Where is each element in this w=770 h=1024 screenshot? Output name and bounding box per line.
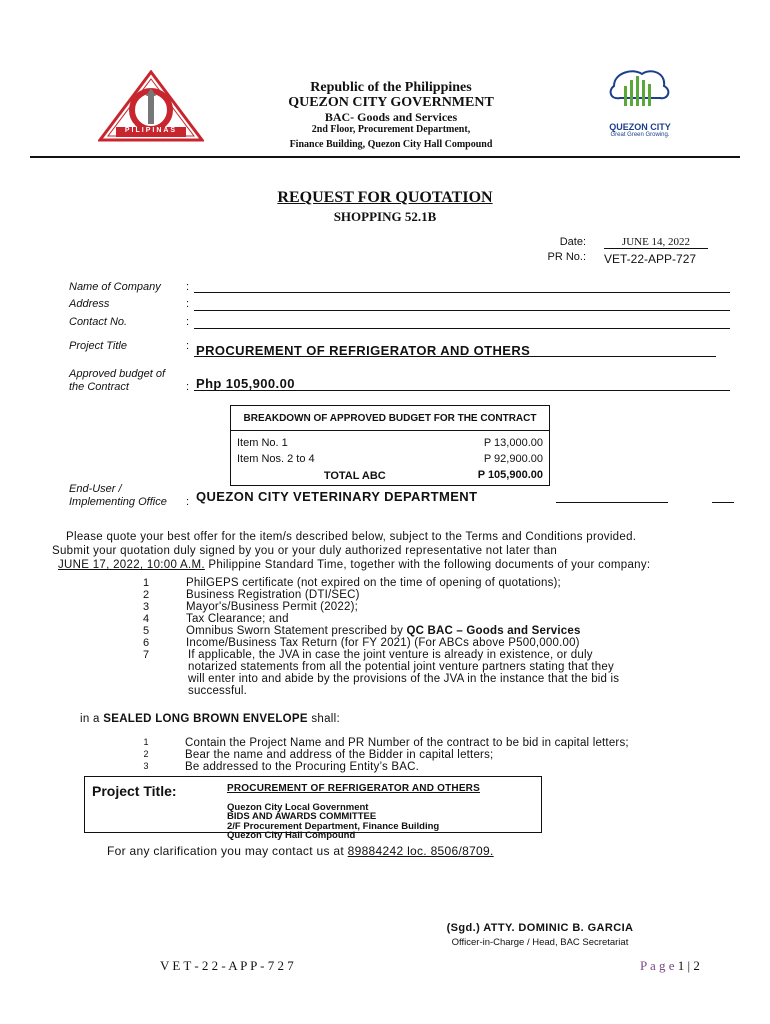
req-text-line: If applicable, the JVA in case the joint venture is already in existence, or duly — [188, 649, 593, 661]
req-num: 7 — [142, 649, 150, 661]
abc-amount: P 92,900.00 — [483, 453, 543, 465]
envelope-intro-pre: in a — [80, 713, 104, 725]
deadline: JUNE 17, 2022, 10:00 A.M. — [58, 559, 205, 571]
env-text: Contain the Project Name and PR Number of the contract to be bid in capital letters; — [185, 737, 629, 749]
req-text-bold: QC BAC – Goods and Services — [406, 625, 581, 637]
contact-label: Contact No. — [69, 316, 128, 328]
logo-text: QUEZON CITY — [609, 122, 671, 132]
envelope-intro — [80, 712, 340, 726]
enduser-underline-1 — [556, 502, 668, 503]
page-label: P a g e — [640, 958, 675, 973]
company-field[interactable] — [194, 292, 730, 293]
enduser-colon: : — [186, 496, 190, 508]
req-text-line: notarized statements from all the potential joint venture partners stating that they — [188, 661, 614, 673]
clarification-phone[interactable]: 89884242 loc. 8506/8709. — [347, 844, 494, 858]
project-underline — [194, 356, 716, 357]
req-num: 4 — [142, 613, 150, 625]
req-num: 5 — [142, 625, 150, 637]
box-project: PROCUREMENT OF REFRIGERATOR AND OTHERS — [227, 783, 480, 794]
header-rule — [30, 156, 740, 158]
env-text: Be addressed to the Procuring Entity’s BAC. — [185, 761, 420, 773]
budget-value: Php 105,900.00 — [196, 376, 295, 391]
req-text: PhilGEPS certificate (not expired on the time of opening of quotations); — [186, 577, 561, 589]
req-text — [186, 625, 581, 638]
abc-breakdown-table — [230, 405, 550, 486]
header-building: Finance Building, Quezon City Hall Compound — [289, 139, 493, 150]
logo-tagline: Great Green Growing. — [610, 132, 670, 138]
clarification-text: For any clarification you may contact us at — [107, 844, 348, 858]
project-value: PROCUREMENT OF REFRIGERATOR AND OTHERS — [196, 343, 531, 358]
signatory-position: Officer-in-Charge / Head, BAC Secretariat — [451, 937, 629, 948]
abc-total-amount: P 105,900.00 — [477, 469, 543, 481]
env-num: 2 — [143, 749, 149, 759]
abc-amount: P 13,000.00 — [483, 437, 543, 449]
pr-label: PR No.: — [547, 251, 586, 263]
req-text: Mayor's/Business Permit (2022); — [186, 601, 359, 613]
contact-colon: : — [186, 316, 190, 328]
box-line: 2/F Procurement Department, Finance Building — [227, 821, 440, 832]
abc-table-header: BREAKDOWN OF APPROVED BUDGET FOR THE CONTRACT — [231, 406, 550, 431]
address-field[interactable] — [194, 310, 730, 311]
table-row — [231, 431, 550, 452]
address-label: Address — [69, 298, 110, 310]
header-floor: 2nd Floor, Procurement Department, — [311, 124, 471, 135]
instruction-line-1: Please quote your best offer for the item/s described below, subject to the Terms and Conditions provided. — [66, 531, 637, 543]
env-num: 1 — [143, 737, 149, 747]
req-text: Income/Business Tax Return (for FY 2021) (For ABCs above P500,000.00) — [186, 637, 580, 649]
company-label: Name of Company — [69, 281, 161, 293]
page-number: 1 | 2 — [677, 958, 700, 973]
abc-item: Item Nos. 2 to 4 — [237, 453, 315, 465]
envelope-intro-bold: SEALED LONG BROWN ENVELOPE — [103, 713, 308, 725]
box-line: BIDS AND AWARDS COMMITTEE — [227, 811, 377, 822]
budget-underline — [194, 390, 730, 391]
header-government: QUEZON CITY GOVERNMENT — [288, 95, 494, 110]
pr-value: VET-22-APP-727 — [604, 252, 697, 266]
abc-item: Item No. 1 — [237, 437, 288, 449]
budget-label-2: the Contract — [69, 381, 129, 393]
footer-page — [640, 958, 700, 974]
req-text-line: will enter into and abide by the provisions of the JVA in the instance that the bid is — [188, 673, 620, 685]
table-row-total — [231, 467, 550, 486]
signatory-name: (Sgd.) ATTY. DOMINIC B. GARCIA — [446, 922, 634, 934]
req-text: Tax Clearance; and — [186, 613, 289, 625]
contact-field[interactable] — [194, 328, 730, 329]
box-line: Quezon City Local Government — [227, 802, 369, 813]
clarification-line — [107, 844, 494, 858]
document-subtitle: SHOPPING 52.1B — [333, 209, 437, 224]
req-num: 3 — [142, 601, 150, 613]
env-text: Bear the name and address of the Bidder in capital letters; — [185, 749, 494, 761]
quezon-city-logo — [594, 66, 686, 122]
req-num: 6 — [142, 637, 150, 649]
footer-ref: V E T - 2 2 - A P P - 7 2 7 — [160, 958, 294, 973]
header-country: Republic of the Philippines — [310, 80, 472, 95]
document-title: REQUEST FOR QUOTATION — [277, 189, 493, 206]
budget-colon: : — [186, 381, 190, 393]
instruction-line-2: Submit your quotation duly signed by you or your duly authorized representative not later than — [52, 545, 558, 557]
header-office: BAC- Goods and Services — [324, 110, 458, 124]
project-colon: : — [186, 340, 190, 352]
abc-total-label: TOTAL ABC — [323, 470, 386, 482]
date-label: Date: — [559, 236, 586, 248]
seal-text-bottom: PILIPINAS — [124, 127, 178, 134]
enduser-value: QUEZON CITY VETERINARY DEPARTMENT — [196, 489, 478, 504]
enduser-label-2: Implementing Office — [69, 496, 167, 508]
req-num: 2 — [142, 589, 150, 601]
address-colon: : — [186, 298, 190, 310]
enduser-underline-2 — [712, 502, 734, 503]
env-num: 3 — [143, 761, 149, 771]
date-value: JUNE 14, 2022 — [604, 236, 708, 249]
enduser-label-1: End-User / — [69, 483, 122, 495]
req-num: 1 — [142, 577, 150, 589]
table-row — [231, 451, 550, 467]
instruction-line-3-rest: Philippine Standard Time, together with the following documents of your company: — [204, 559, 651, 571]
box-label: Project Title: — [92, 783, 177, 799]
req-text-pre: Omnibus Sworn Statement prescribed by — [186, 625, 407, 637]
req-text-line: successful. — [188, 685, 248, 697]
envelope-intro-post: shall: — [307, 713, 340, 725]
instruction-line-3 — [52, 558, 650, 572]
box-line: Quezon City Hall Compound — [227, 830, 356, 841]
company-colon: : — [186, 281, 190, 293]
req-text: Business Registration (DTI/SEC) — [186, 589, 360, 601]
project-label: Project Title — [69, 340, 127, 352]
budget-label-1: Approved budget of — [69, 368, 166, 380]
